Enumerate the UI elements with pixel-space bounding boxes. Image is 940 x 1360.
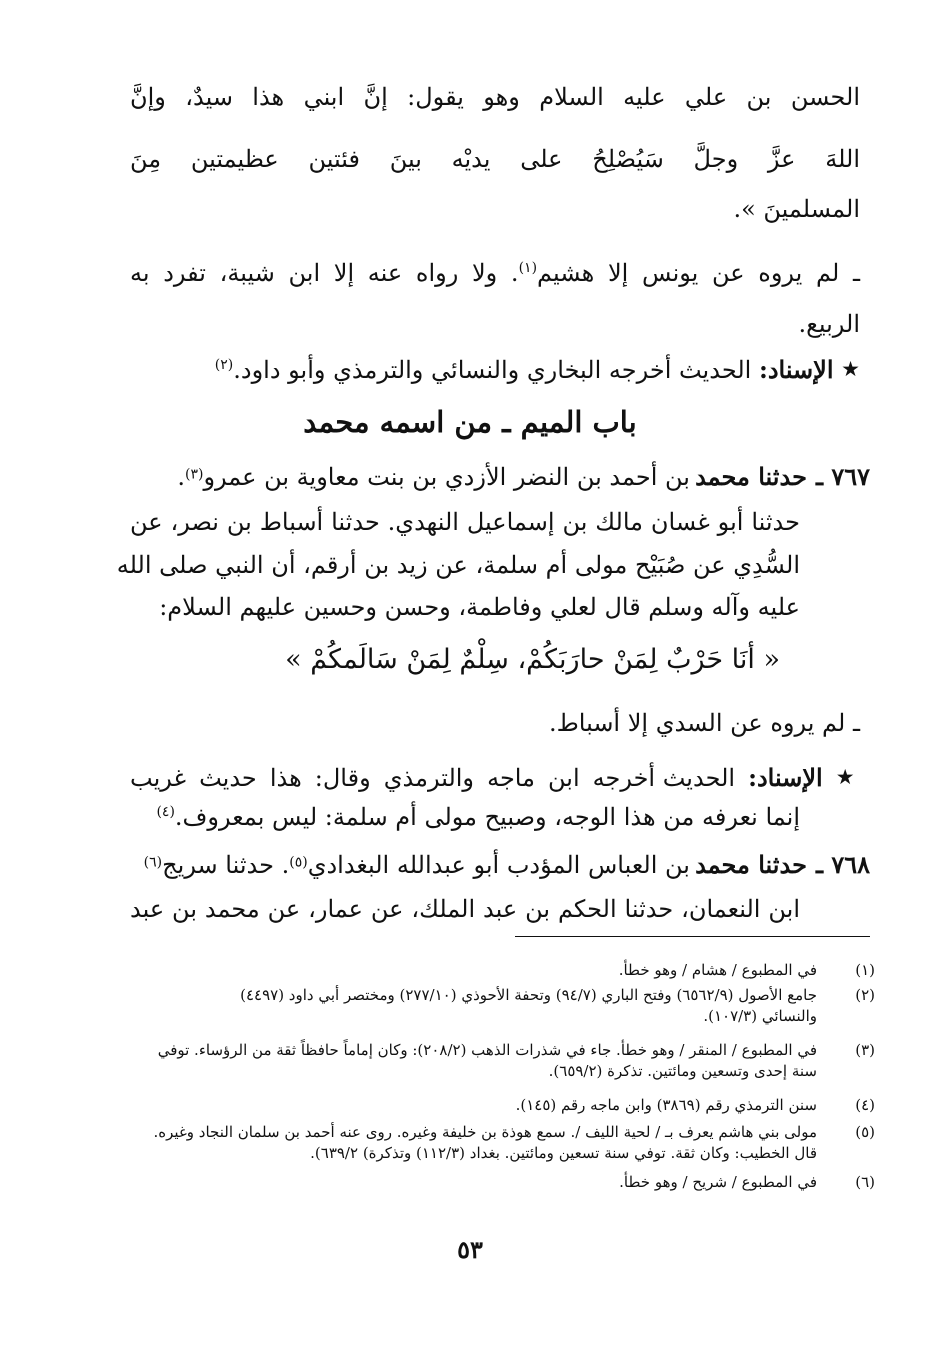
hadith-lead: حدثنا محمد: [695, 462, 807, 491]
isnad-line: ★ الإسناد: الحديث أخرجه البخاري والنسائي والترمذي وأبو داود.$^{(٢)}$: [214, 355, 860, 384]
chapter-title: باب الميم ـ من اسمه محمد: [303, 405, 637, 439]
footnote-number: (٤): [855, 1096, 875, 1114]
footnote: (٥) مولى بني هاشم يعرف بـ / لحية الليف /. سمع هوذة بن خليفة وغيره. روى عنه أحمد بن سلمان النجاد وغيره. قال الخطيب: وكان ثقة. توفي سنة تسعين ومائتين. بغداد (١١٢/٣) وتذكرة) ٦٣٩/٢).: [153, 1123, 875, 1162]
footnote: (٦) في المطبوع / شريح / وهو خطأ.: [619, 1173, 875, 1191]
hadith-quote: « أنَا حَرْبٌ لِمَنْ حارَبَكُمْ، سِلْمٌ لِمَنْ سَالَمكُمْ »: [285, 644, 780, 675]
text-line: الحسن بن علي عليه السلام وهو يقول: إنَّ ابني هذا سيدٌ، وإنَّ: [130, 83, 860, 111]
text-line: إنما نعرفه من هذا الوجه، وصبيح مولى أم سلمة: ليس بمعروف.$^{(٤)}$: [156, 803, 800, 831]
footnote: (٢) جامع الأصول (٦٥٦٢/٩) وفتح الباري (٩٤/٧) وتحفة الأحوذي (٢٧٧/١٠) ومختصر أبي داود (٤٤٩٧) والنسائي (١٠٧/٣).: [240, 986, 875, 1025]
text-line: ـ لم يروه عن السدي إلا أسباط.: [548, 709, 860, 737]
hadith-number: ٧٦٨ ـ: [815, 850, 870, 879]
footnote: (٤) سنن الترمذي رقم (٣٨٦٩) وابن ماجه رقم (١٤٥).: [515, 1096, 875, 1114]
hadith-number: ٧٦٧ ـ: [815, 462, 870, 491]
text-line: الربيع.: [798, 310, 860, 338]
footnote-number: (٣): [855, 1041, 875, 1059]
text-line: ابن النعمان، حدثنا الحكم بن عبد الملك، عن عمار، عن محمد بن عبد: [130, 895, 800, 923]
text-line: السُّدِي عن صُبَيْح مولى أم سلمة، عن زيد بن أرقم، أن النبي صلى الله: [116, 551, 800, 579]
text-line: المسلمينَ ».: [733, 195, 860, 223]
footnote-mark[interactable]: (٢): [214, 357, 234, 373]
hadith-768-line: ٧٦٨ ـ حدثنا محمد بن العباس المؤدب أبو عبدالله البغدادي$^{(٥)}$. حدثنا سريج$^{(٦)}$: [143, 850, 870, 879]
text-line: حدثنا أبو غسان مالك بن إسماعيل النهدي. حدثنا أسباط بن نصر، عن: [130, 508, 800, 536]
isnad-label: الإسناد:: [758, 355, 834, 384]
footnote-mark[interactable]: (٥): [289, 854, 308, 871]
footnote: (١) في المطبوع / هشام / وهو خطأ.: [618, 961, 875, 979]
footnote-mark[interactable]: (٤): [156, 804, 175, 820]
footnote-number: (٢): [855, 986, 875, 1004]
star-icon: ★: [841, 357, 860, 381]
hadith-lead: حدثنا محمد: [695, 850, 807, 879]
footnote-mark[interactable]: (٣): [184, 466, 204, 483]
text-line: ـ لم يروه عن يونس إلا هشيم$^{(١)}$. ولا رواه عنه إلا ابن شيبة، تفرد به: [130, 259, 861, 287]
text-line: اللهَ عزَّ وجلَّ سَيُصْلِحُ على يديْه بينَ فئتين عظيمتين مِنَ: [130, 145, 860, 173]
footnote-separator: [515, 936, 870, 937]
footnote-number: (٥): [855, 1123, 875, 1141]
isnad-line: ★ الإسناد: الحديث أخرجه ابن ماجه والترمذي وقال: هذا حديث غريب: [130, 763, 861, 792]
star-icon: ★: [835, 765, 861, 789]
footnote-number: (١): [855, 961, 875, 979]
footnote-number: (٦): [855, 1173, 875, 1191]
hadith-767-line: ٧٦٧ ـ حدثنا محمد بن أحمد بن النضر الأزدي بن بنت معاوية بن عمرو$^{(٣)}$.: [177, 462, 870, 491]
text-line: عليه وآله وسلم قال لعلي وفاطمة، وحسن وحسين عليهم السلام:: [159, 593, 800, 621]
page-number: ٥٣: [457, 1235, 483, 1264]
footnote: (٣) في المطبوع / المنقر / وهو خطأ. جاء في شذرات الذهب (٢٠٨/٢): وكان إماماً حافظاً ثقة من الرؤساء. توفي سنة إحدى وتسعين ومائتين. تذكرة (٦٥٩/٢).: [157, 1041, 875, 1080]
footnote-mark[interactable]: (١): [518, 260, 538, 276]
footnote-mark[interactable]: (٦): [143, 854, 163, 871]
isnad-label: الإسناد:: [748, 763, 823, 792]
